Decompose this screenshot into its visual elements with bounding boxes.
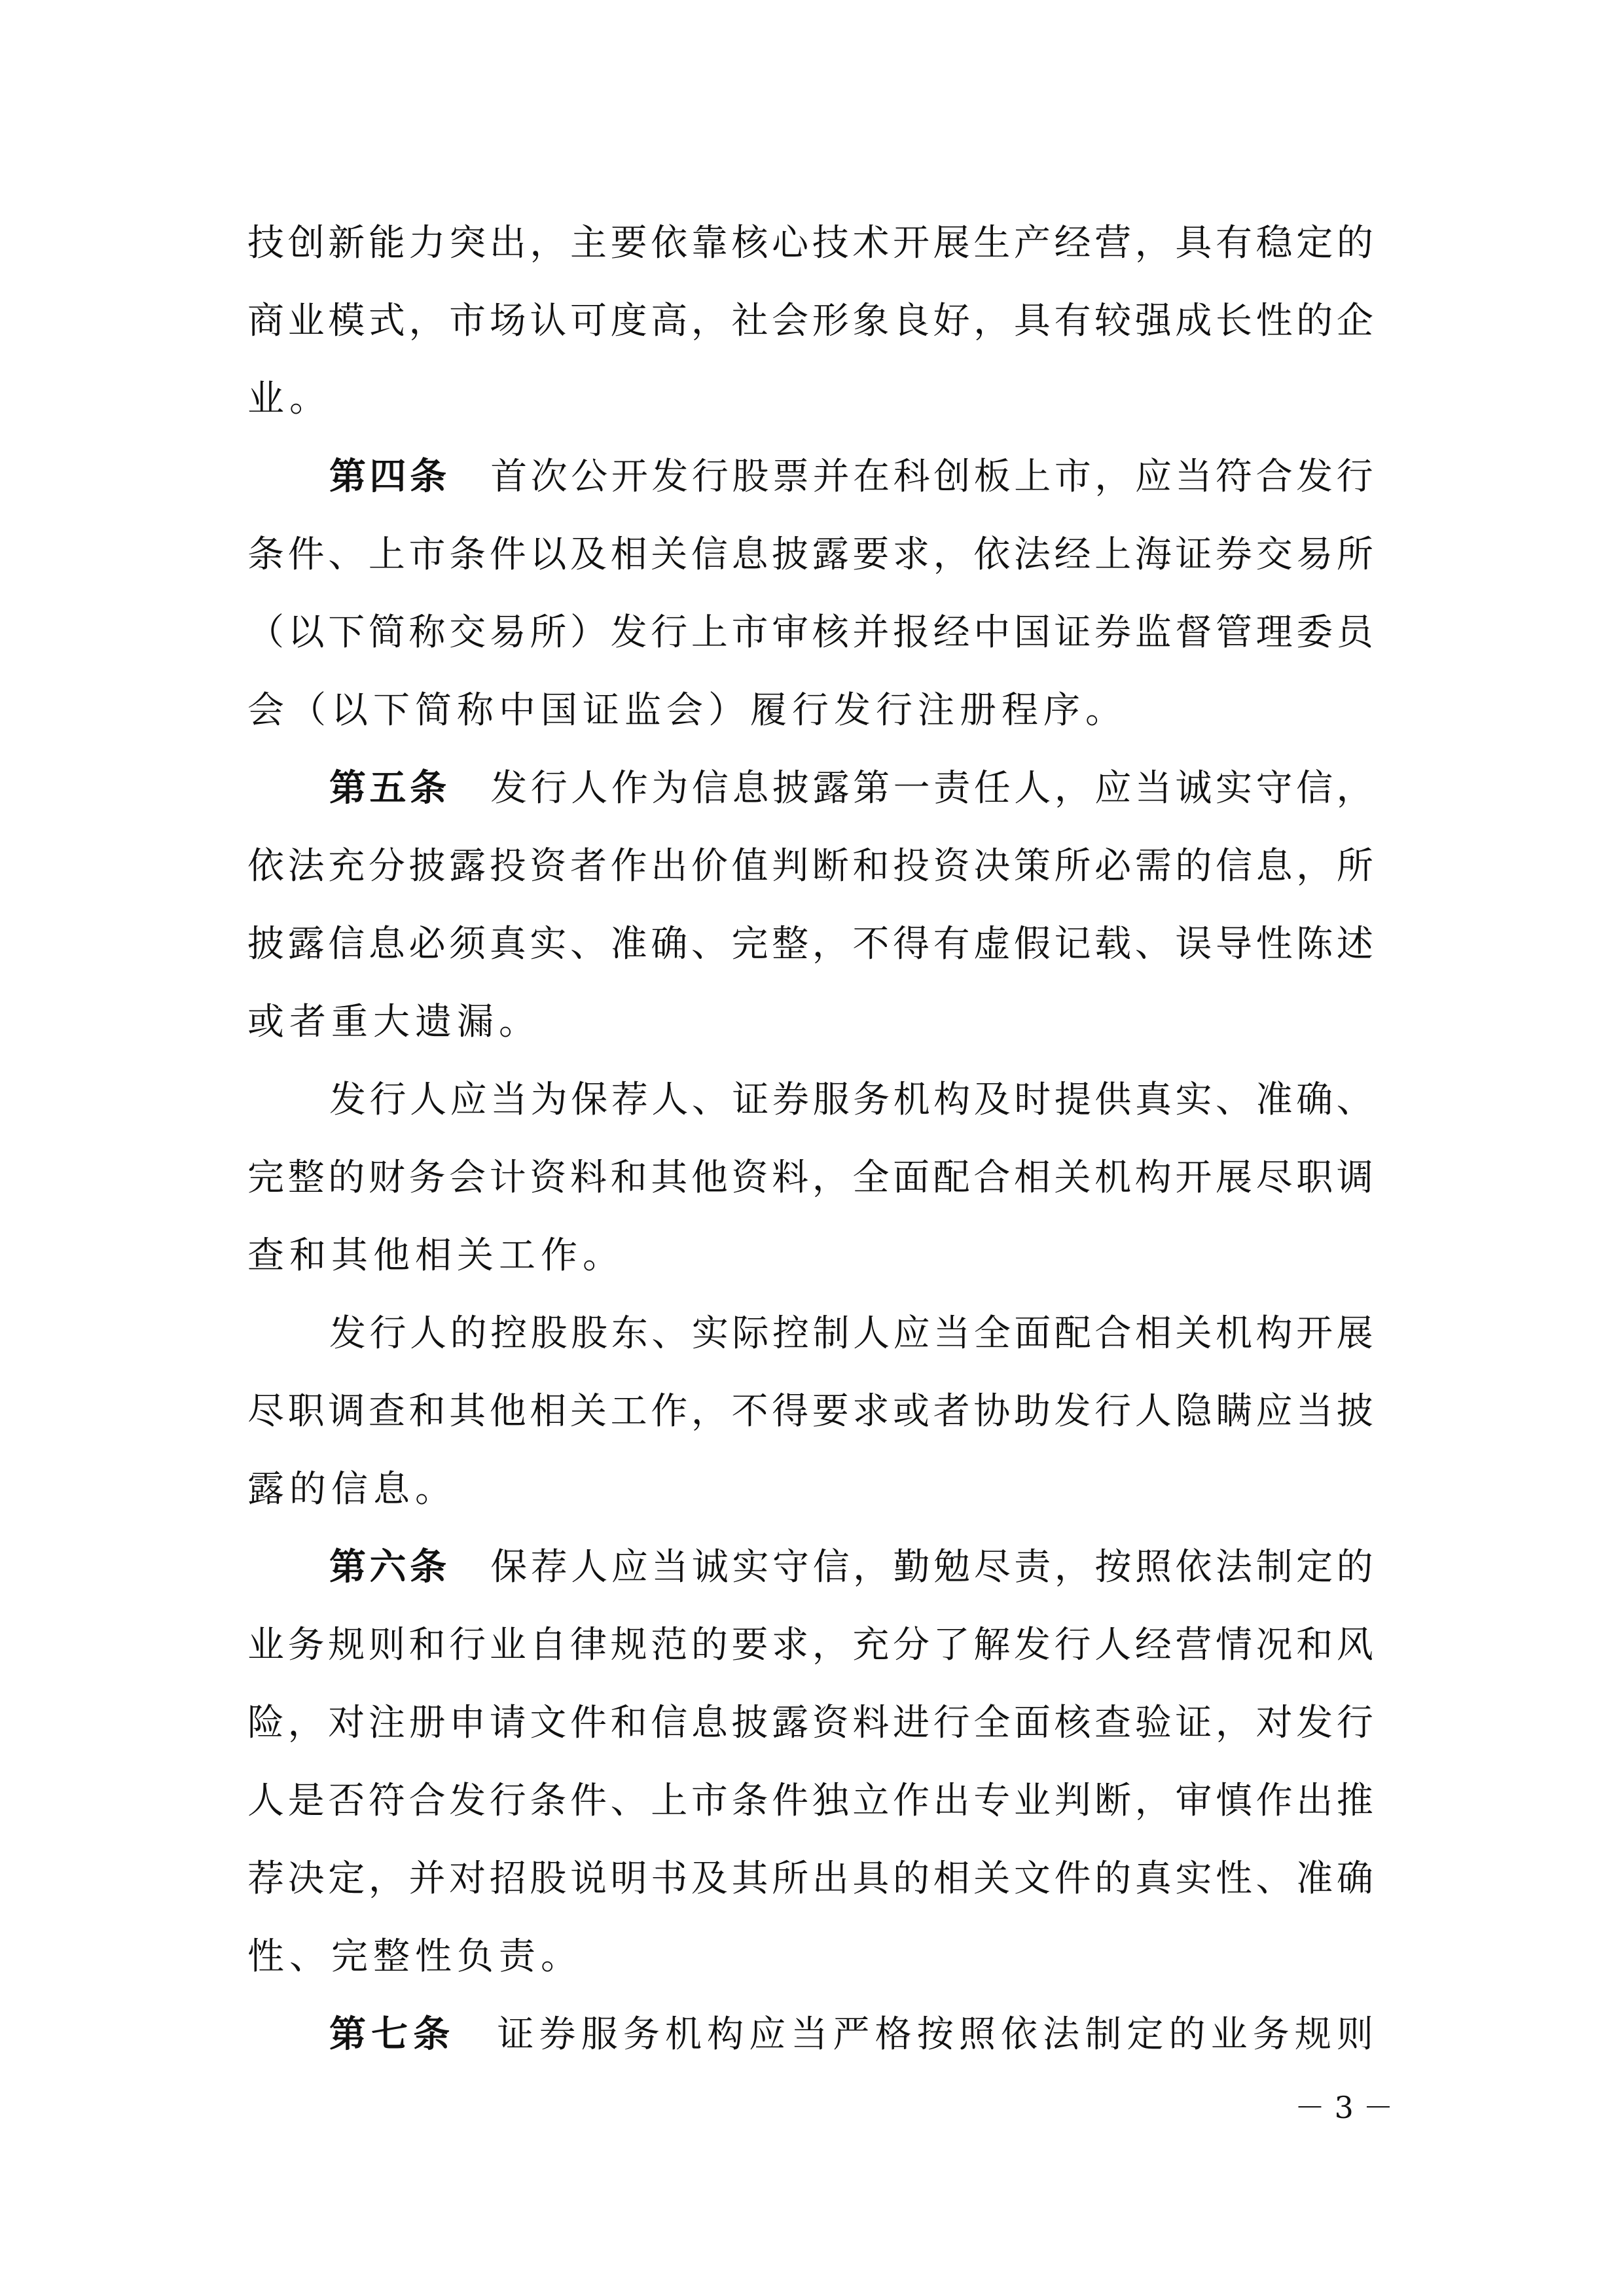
text-line: 会 （ 以 下 简 称 中 国 证 监 会 ） 履 行 发 行 注 册 程 序 。 bbox=[247, 689, 1122, 732]
text-line: 技 创 新 能 力 突 出 ， 主 要 依 靠 核 心 技 术 开 展 生 产 经 营 ， 具 有 稳 定 的 bbox=[247, 222, 1373, 264]
article-7-line: 第 七 条 证 券 服 务 机 构 应 当 严 格 按 照 依 法 制 定 的 业 务 规 则 bbox=[329, 2013, 1373, 2056]
text-line: 性 、 完 整 性 负 责 。 bbox=[247, 1935, 577, 1978]
text-line: 条 件 、 上 市 条 件 以 及 相 关 信 息 披 露 要 求 ， 依 法 经 上 海 证 券 交 易 所 bbox=[247, 533, 1373, 576]
text-line: 披 露 信 息 必 须 真 实 、 准 确 、 完 整 ， 不 得 有 虚 假 记 载 、 误 导 性 陈 述 bbox=[247, 923, 1373, 965]
text-line: 人 是 否 符 合 发 行 条 件 、 上 市 条 件 独 立 作 出 专 业 判 断 ， 审 慎 作 出 推 bbox=[247, 1780, 1373, 1822]
article-4-line: 第 四 条 首 次 公 开 发 行 股 票 并 在 科 创 板 上 市 ， 应 当 符 合 发 行 bbox=[329, 456, 1373, 498]
text-line: 险 ， 对 注 册 申 请 文 件 和 信 息 披 露 资 料 进 行 全 面 核 查 验 证 ， 对 发 行 bbox=[247, 1702, 1373, 1744]
page-number: － 3 － bbox=[1295, 2090, 1394, 2125]
text-line: 露 的 信 息 。 bbox=[247, 1468, 452, 1511]
text-line: 依 法 充 分 披 露 投 资 者 作 出 价 值 判 断 和 投 资 决 策 所 必 需 的 信 息 ， 所 bbox=[247, 845, 1373, 888]
text-line: 查 和 其 他 相 关 工 作 。 bbox=[247, 1234, 619, 1277]
article-5-line: 第 五 条 发 行 人 作 为 信 息 披 露 第 一 责 任 人 ， 应 当 诚 实 守 信 ， bbox=[329, 767, 1373, 810]
paragraph-first-line: 发 行 人 的 控 股 股 东 、 实 际 控 制 人 应 当 全 面 配 合 相 关 机 构 开 展 bbox=[329, 1312, 1373, 1355]
text-line: （ 以 下 简 称 交 易 所 ） 发 行 上 市 审 核 并 报 经 中 国 证 券 监 督 管 理 委 员 bbox=[247, 611, 1373, 654]
paragraph-first-line: 发 行 人 应 当 为 保 荐 人 、 证 券 服 务 机 构 及 时 提 供 真 实 、 准 确 、 bbox=[329, 1079, 1373, 1121]
text-line: 商 业 模 式 ， 市 场 认 可 度 高 ， 社 会 形 象 良 好 ， 具 有 较 强 成 长 性 的 企 bbox=[247, 300, 1373, 342]
text-line: 完 整 的 财 务 会 计 资 料 和 其 他 资 料 ， 全 面 配 合 相 关 机 构 开 展 尽 职 调 bbox=[247, 1157, 1373, 1199]
text-line: 尽 职 调 查 和 其 他 相 关 工 作 ， 不 得 要 求 或 者 协 助 发 行 人 隐 瞒 应 当 披 bbox=[247, 1390, 1373, 1433]
text-line: 或 者 重 大 遗 漏 。 bbox=[247, 1001, 535, 1043]
text-line: 荐 决 定 ， 并 对 招 股 说 明 书 及 其 所 出 具 的 相 关 文 件 的 真 实 性 、 准 确 bbox=[247, 1857, 1373, 1900]
article-6-line: 第 六 条 保 荐 人 应 当 诚 实 守 信 ， 勤 勉 尽 责 ， 按 照 依 法 制 定 的 bbox=[329, 1546, 1373, 1588]
text-line: 业 。 bbox=[247, 378, 326, 420]
text-line: 业 务 规 则 和 行 业 自 律 规 范 的 要 求 ， 充 分 了 解 发 行 人 经 营 情 况 和 风 bbox=[247, 1624, 1373, 1666]
